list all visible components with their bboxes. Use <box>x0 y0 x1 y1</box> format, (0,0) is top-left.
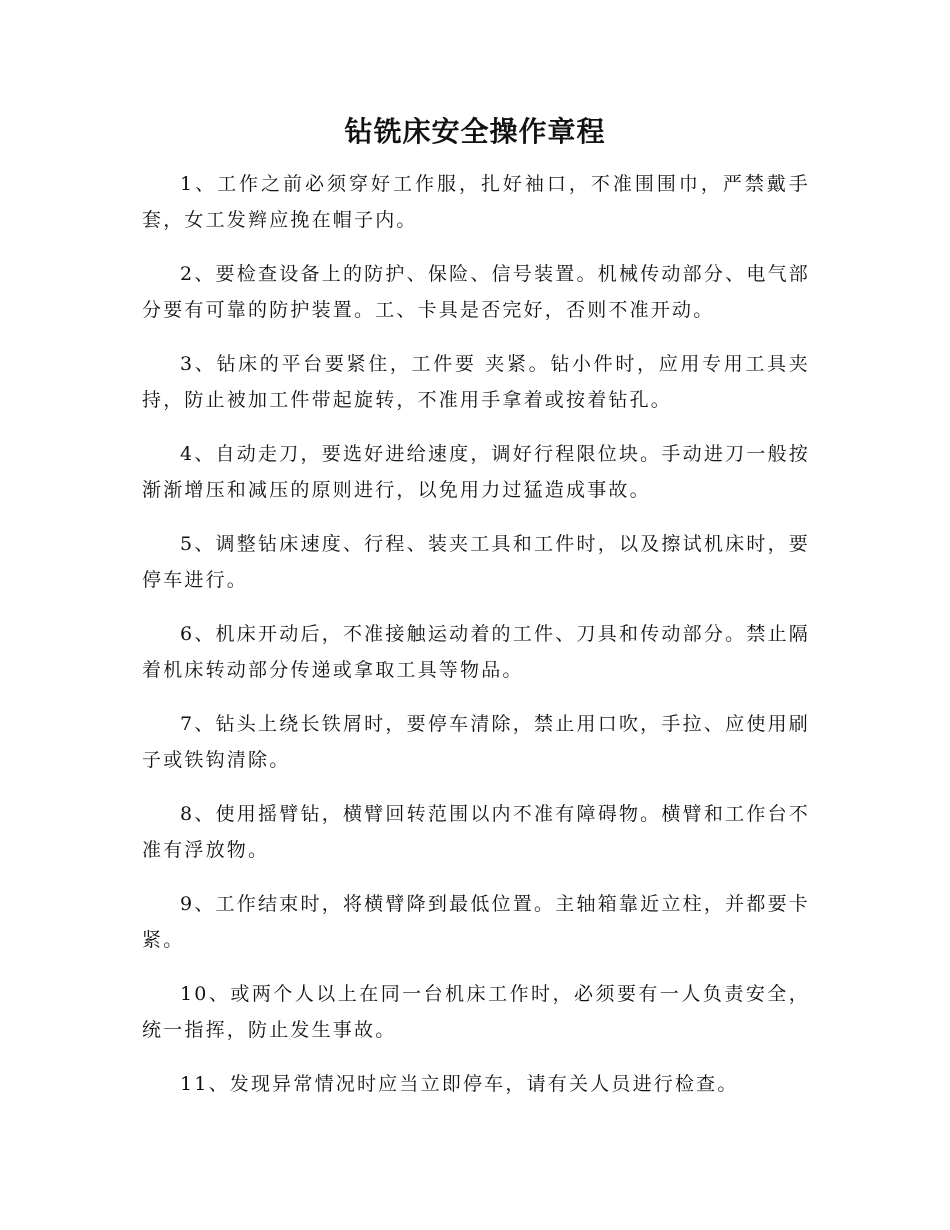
rule-paragraph-7: 7、钻头上绕长铁屑时，要停车清除，禁止用口吹，手拉、应使用刷子或铁钩清除。 <box>142 713 810 771</box>
rule-paragraph-5: 5、调整钻床速度、行程、装夹工具和工件时，以及擦试机床时，要停车进行。 <box>142 533 810 591</box>
rule-paragraph-9: 9、工作结束时，将横臂降到最低位置。主轴箱靠近立柱，并都要卡紧。 <box>142 893 810 951</box>
rule-paragraph-6: 6、机床开动后，不准接触运动着的工件、刀具和传动部分。禁止隔着机床转动部分传递或拿取工具等物品。 <box>142 623 810 681</box>
rule-paragraph-3: 3、钻床的平台要紧住，工件要 夹紧。钻小件时，应用专用工具夹持，防止被加工件带起旋转，不准用手拿着或按着钻孔。 <box>142 353 810 411</box>
document-body <box>142 166 810 1120</box>
rule-paragraph-1: 1、工作之前必须穿好工作服，扎好袖口，不准围围巾，严禁戴手套，女工发辫应挽在帽子内。 <box>142 173 810 231</box>
rule-paragraph-10: 10、或两个人以上在同一台机床工作时，必须要有一人负责安全，统一指挥，防止发生事故。 <box>142 983 810 1041</box>
rule-paragraph-11: 11、发现异常情况时应当立即停车，请有关人员进行检查。 <box>180 1073 739 1095</box>
rule-paragraph-4: 4、自动走刀，要选好进给速度，调好行程限位块。手动进刀一般按渐渐增压和减压的原则进行，以免用力过猛造成事故。 <box>142 443 810 501</box>
rule-paragraph-2: 2、要检查设备上的防护、保险、信号装置。机械传动部分、电气部分要有可靠的防护装置。工、卡具是否完好，否则不准开动。 <box>142 263 810 321</box>
document-title: 钻铣床安全操作章程 <box>344 115 606 148</box>
rule-paragraph-8: 8、使用摇臂钻，横臂回转范围以内不准有障碍物。横臂和工作台不准有浮放物。 <box>142 803 810 861</box>
